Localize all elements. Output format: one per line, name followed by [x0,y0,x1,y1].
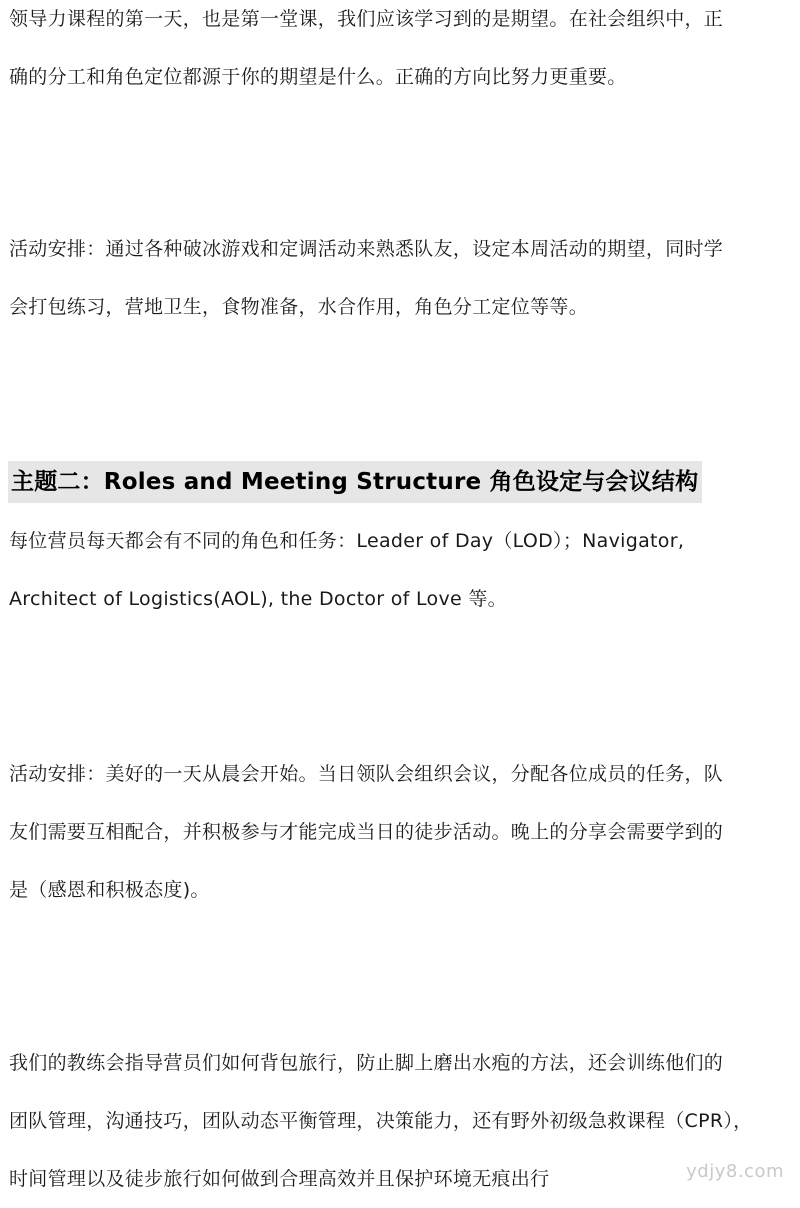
text-line: 友们需要互相配合，并积极参与才能完成当日的徒步活动。晚上的分享会需要学到的 [9,821,724,843]
text-line: 确的分工和角色定位都源于你的期望是什么。正确的方向比努力更重要。 [9,66,627,88]
activity-paragraph-1 [9,220,799,336]
text-line: 团队管理，沟通技巧，团队动态平衡管理，决策能力，还有野外初级急救课程（CPR）， [9,1110,753,1132]
text-line: 每位营员每天都会有不同的角色和任务：Leader of Day（LOD）；Navigator, [9,530,685,552]
text-line: 领导力课程的第一天，也是第一堂课，我们应该学习到的是期望。在社会组织中，正 [9,8,724,30]
watermark: ydjy8.com [686,1161,784,1182]
text-line: 活动安排：通过各种破冰游戏和定调活动来熟悉队友，设定本周活动的期望，同时学 [9,238,724,260]
text-line: 会打包练习，营地卫生，食物准备，水合作用，角色分工定位等等。 [9,296,589,318]
text-line: 活动安排：美好的一天从晨会开始。当日领队会组织会议，分配各位成员的任务，队 [9,763,724,785]
text-line: Architect of Logistics(AOL), the Doctor of Love 等。 [9,588,507,610]
coaching-paragraph [9,1034,799,1208]
intro-paragraph [9,0,799,106]
activity-paragraph-2 [9,745,799,919]
text-line: 我们的教练会指导营员们如何背包旅行，防止脚上磨出水疱的方法，还会训练他们的 [9,1052,724,1074]
roles-paragraph [9,512,799,628]
text-line: 是（感恩和积极态度)。 [9,879,210,901]
text-line: 时间管理以及徒步旅行如何做到合理高效并且保护环境无痕出行 [9,1168,550,1190]
section-heading-topic-2: 主题二：Roles and Meeting Structure 角色设定与会议结构 [8,461,702,503]
